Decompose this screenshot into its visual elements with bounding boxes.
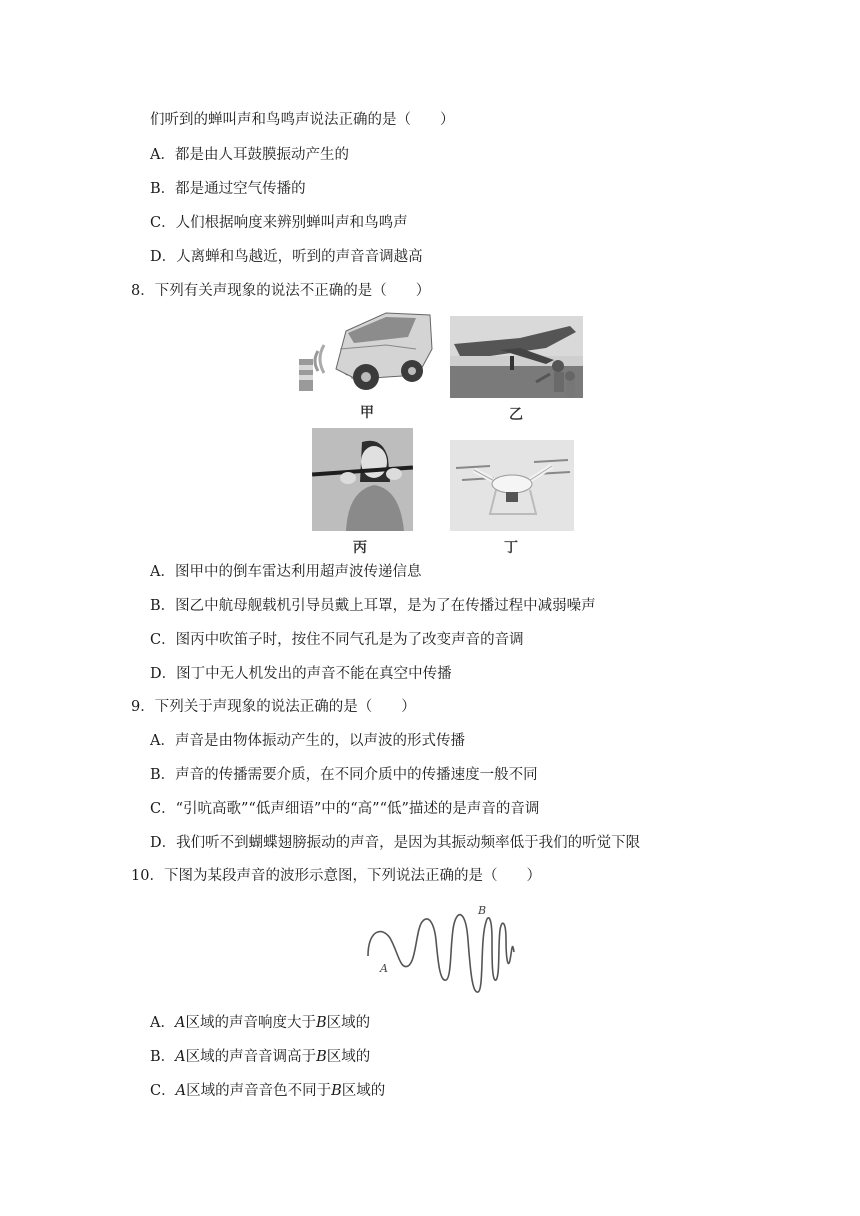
q8-option-c: C．图丙中吹笛子时，按住不同气孔是为了改变声音的音调 [150,632,524,648]
q7-option-a: A．都是由人耳鼓膜振动产生的 [150,147,349,163]
option-text: 区域的声音音色不同于 [186,1083,332,1099]
q10-option-c [150,1082,385,1100]
drone-image [450,440,574,531]
wave-label-b: B [478,904,487,917]
variable-a: A [174,1015,186,1031]
q10-stem: 10．下图为某段声音的波形示意图，下列说法正确的是（ ） [131,868,541,884]
q9-option-b: B．声音的传播需要介质，在不同介质中的传播速度一般不同 [150,767,538,783]
figure-caption-jia: 甲 [360,405,374,421]
q8-option-b: B．图乙中航母舰载机引导员戴上耳罩，是为了在传播过程中减弱噪声 [150,598,596,614]
q7-continuation: 们听到的蝉叫声和鸟鸣声说法正确的是（ ） [150,112,455,128]
variable-a: A [175,1083,187,1099]
q10-option-b [150,1048,370,1066]
q7-option-d: D．人离蝉和鸟越近，听到的声音音调越高 [150,249,423,265]
carrier-jet-guide-image [450,316,583,398]
car-reversing-radar-image [296,309,436,395]
option-letter: C． [150,1083,176,1099]
figure-caption-ding: 丁 [504,540,518,556]
figure-caption-yi: 乙 [509,407,523,423]
figure-caption-bing: 丙 [353,540,367,556]
wave-label-a: A [380,962,388,975]
option-text: 区域的声音音调高于 [185,1049,317,1065]
option-text: 区域的声音响度大于 [185,1015,316,1031]
option-letter: A． [150,1015,175,1031]
flute-player-image [312,428,413,531]
option-letter: B． [150,1049,176,1065]
q8-option-a: A．图甲中的倒车雷达利用超声波传递信息 [150,564,422,580]
q7-option-b: B．都是通过空气传播的 [150,181,306,197]
q9-stem: 9．下列关于声现象的说法正确的是（ ） [131,699,416,715]
q9-option-a: A．声音是由物体振动产生的，以声波的形式传播 [150,733,465,749]
variable-a: A [175,1049,186,1065]
option-text-end: 区域的 [341,1083,386,1099]
variable-b: B [331,1083,342,1099]
q7-option-c: C．人们根据响度来辨别蝉叫声和鸟鸣声 [150,215,408,231]
q9-option-c: C．“引吭高歌”“低声细语”中的“高”“低”描述的是声音的音调 [150,801,540,817]
variable-b: B [316,1049,327,1065]
q10-option-a [150,1014,370,1032]
q8-option-d: D．图丁中无人机发出的声音不能在真空中传播 [150,666,452,682]
option-text-end: 区域的 [326,1015,371,1031]
variable-b: B [315,1015,327,1031]
sound-waveform-diagram [360,900,530,1000]
q9-option-d: D．我们听不到蝴蝶翅膀振动的声音，是因为其振动频率低于我们的听觉下限 [150,835,641,851]
option-text-end: 区域的 [326,1049,371,1065]
q8-stem: 8．下列有关声现象的说法不正确的是（ ） [131,283,431,299]
